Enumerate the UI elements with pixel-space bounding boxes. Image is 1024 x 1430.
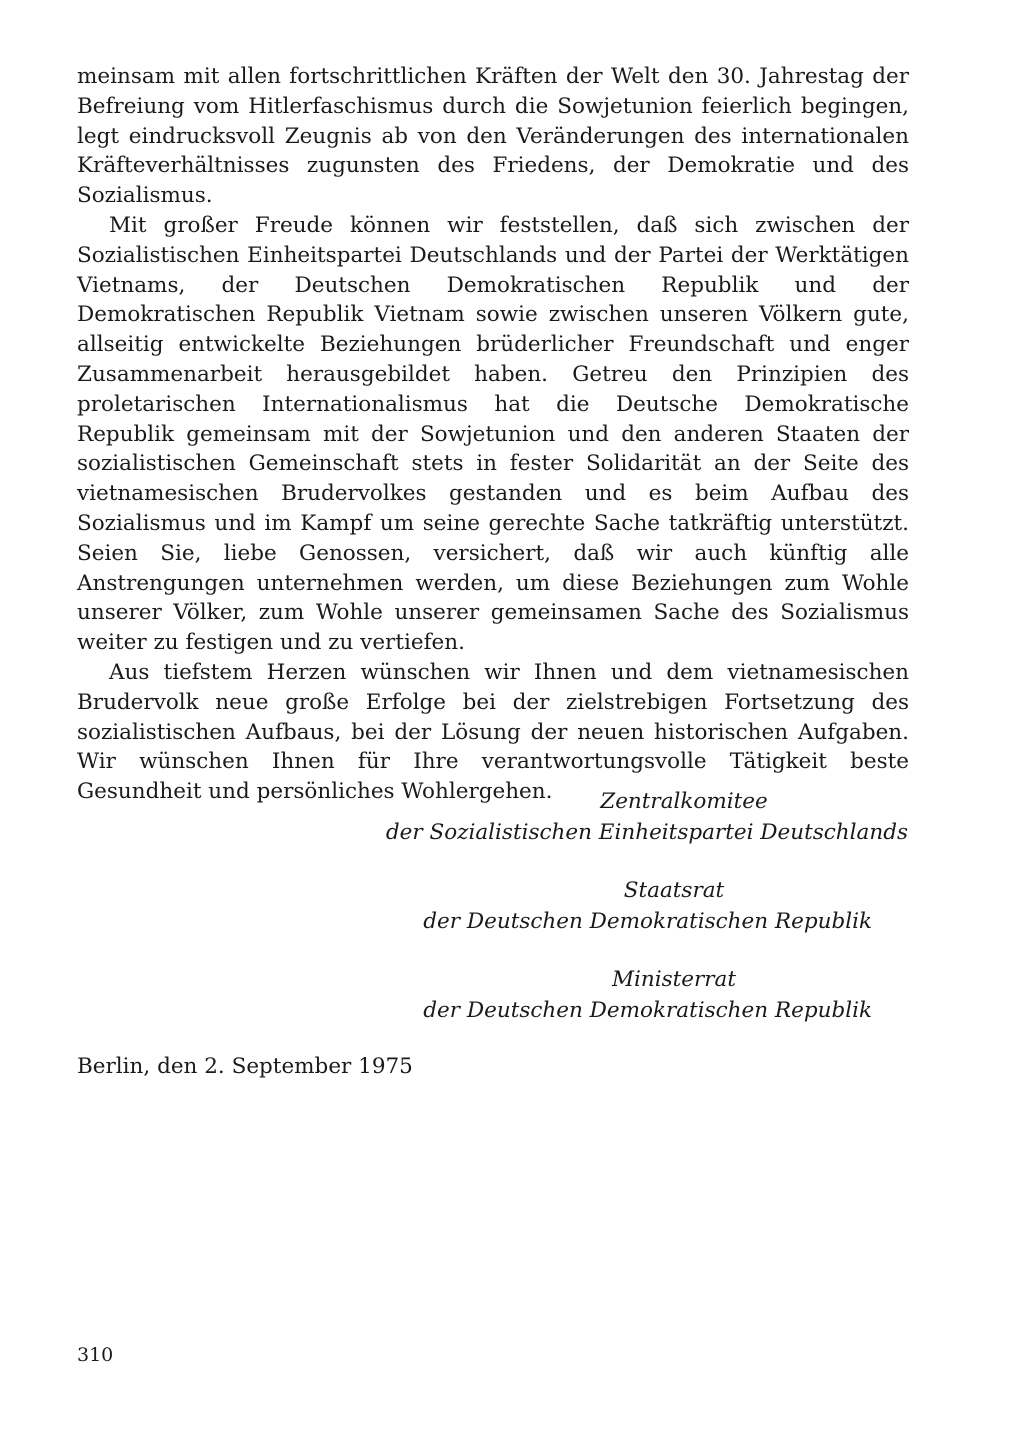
paragraph-2: Mit großer Freude können wir feststellen, daß sich zwischen der Sozialistischen Einheitspartei Deutschlands und der Partei der Werktätigen Vietnams, der Deutschen Demokratischen Republik und der Demokratischen Republik Vietnam sowie zwischen unseren Völkern gute, allseitig entwickelte Beziehungen brüderlicher Freundschaft und enger Zusammenarbeit herausgebildet haben. Getreu den Prinzipien des proletarischen Internationalismus hat die Deutsche Demokratische Republik gemeinsam mit der Sowjetunion und den anderen Staaten der sozialistischen Gemeinschaft stets in fester Solidarität an der Seite des vietnamesischen Brudervolkes gestanden und es beim Aufbau des Sozialismus und im Kampf um seine gerechte Sache tatkräftig unterstützt. Seien Sie, liebe Genossen, versichert, daß wir auch künftig alle Anstrengungen unternehmen werden, um diese Beziehungen zum Wohle unserer Völker, zum Wohle unserer gemeinsamen Sache des Sozialismus weiter zu festigen und zu vertiefen. <box>77 212 909 656</box>
paragraph-3: Aus tiefstem Herzen wünschen wir Ihnen und dem vietnamesischen Brudervolk neue große Erfolge bei der zielstrebigen Fortsetzung des sozialistischen Aufbaus, bei der Lösung der neuen historischen Aufgaben. Wir wünschen Ihnen für Ihre verantwortungsvolle Tätigkeit beste Gesundheit und persönliches Wohlergehen. <box>77 659 909 805</box>
signature-block-council-of-ministers <box>380 964 908 1026</box>
signature-subtitle: der Deutschen Demokratischen Republik <box>423 909 872 934</box>
paragraph-1: meinsam mit allen fortschrittlichen Kräften der Welt den 30. Jahrestag der Befreiung vom Hitlerfaschismus durch die Sowjetunion feierlich begingen, legt eindrucksvoll Zeugnis ab von den Veränderungen des internationalen Kräfteverhältnisses zugunsten des Friedens, der Demokratie und des Sozialismus. <box>77 64 909 209</box>
page-number: 310 <box>77 1344 114 1366</box>
signature-subtitle: der Deutschen Demokratischen Republik <box>423 998 872 1023</box>
place-date: Berlin, den 2. September 1975 <box>77 1054 413 1079</box>
signature-block-central-committee <box>380 786 908 848</box>
signature-section <box>380 786 908 1053</box>
signature-subtitle: der Sozialistischen Einheitspartei Deutschlands <box>385 820 908 845</box>
body-text <box>77 62 909 807</box>
signature-title: Staatsrat <box>623 878 725 903</box>
signature-title: Ministerrat <box>611 967 737 992</box>
signature-block-state-council <box>380 875 908 937</box>
signature-title: Zentralkomitee <box>600 789 768 814</box>
